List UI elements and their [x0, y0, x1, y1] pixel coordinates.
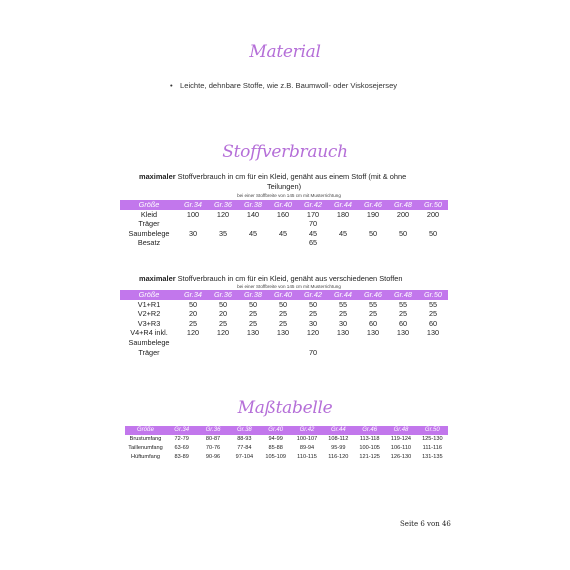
table-cell: [388, 348, 418, 358]
material-list-item: [170, 81, 397, 90]
table-cell: 120: [216, 328, 230, 338]
table1-intro: [139, 172, 449, 192]
table-cell: 88-93: [237, 436, 252, 442]
table-cell: 121-125: [359, 454, 380, 460]
table-cell: [358, 338, 388, 348]
table-cell: 200: [426, 209, 440, 219]
table-cell: 120: [186, 328, 200, 338]
table-header-row: [125, 426, 448, 435]
table1-intro-line2: Teilungen): [266, 182, 302, 191]
material-heading: Material: [249, 42, 321, 62]
table-cell: 35: [218, 228, 228, 238]
table-cell: 55: [398, 299, 408, 309]
table-cell: 45: [278, 228, 288, 238]
table-cell: 190: [366, 209, 380, 219]
table-cell: 25: [368, 309, 378, 319]
table-cell: 108-112: [328, 436, 349, 442]
table-cell: 77-84: [237, 445, 252, 451]
table-cell: [238, 338, 268, 348]
header-cell-gr50: Gr.50: [417, 426, 448, 435]
table-cell: 55: [368, 299, 378, 309]
table-row: [120, 219, 448, 229]
table-cell: 25: [398, 309, 408, 319]
header-cell-gr42: Gr.42: [291, 426, 322, 435]
row-label: Besatz: [137, 238, 161, 248]
fabric-table-single: [120, 200, 448, 248]
header-cell-gr36: Gr.36: [197, 426, 228, 435]
row-label: V1+R1: [137, 299, 161, 309]
header-cell-size: Größe: [125, 426, 166, 435]
table-cell: 130: [366, 328, 380, 338]
table-cell: [208, 338, 238, 348]
table-header-row: [120, 200, 448, 210]
header-cell-gr38: Gr.38: [238, 290, 268, 300]
page-number: Seite 6 von 46: [400, 520, 451, 528]
table-cell: 72-79: [174, 436, 189, 442]
table-cell: 110-115: [297, 454, 317, 460]
table-cell: [418, 219, 448, 229]
header-cell-gr40: Gr.40: [268, 200, 298, 210]
table-cell: 20: [218, 309, 228, 319]
table-cell: 50: [428, 228, 438, 238]
table-cell: 131-135: [422, 454, 443, 460]
table-row: [125, 453, 448, 462]
table-cell: [238, 219, 268, 229]
table-cell: [208, 219, 238, 229]
table-cell: [388, 219, 418, 229]
table-cell: 95-99: [331, 445, 346, 451]
table-cell: 120: [216, 209, 230, 219]
measurement-table: [125, 426, 448, 462]
bullet-icon: •: [170, 81, 173, 90]
table-cell: 180: [336, 209, 350, 219]
table-cell: [388, 338, 418, 348]
table-cell: [238, 238, 268, 248]
header-cell-gr44: Gr.44: [328, 200, 358, 210]
header-cell-gr34: Gr.34: [166, 426, 197, 435]
row-label: Träger: [138, 219, 160, 229]
header-cell-gr42: Gr.42: [298, 290, 328, 300]
header-cell-gr38: Gr.38: [238, 200, 268, 210]
table2-intro: [139, 274, 459, 284]
table-cell: 111-116: [422, 445, 442, 451]
table-row: [125, 444, 448, 453]
table-cell: 116-120: [328, 454, 349, 460]
table-cell: 25: [278, 318, 288, 328]
table-cell: [178, 238, 208, 248]
table-cell: 50: [248, 299, 258, 309]
table-cell: 55: [428, 299, 438, 309]
table-row: [120, 210, 448, 220]
table1-intro-bold: maximaler: [139, 172, 176, 181]
row-label: Taillenumfang: [128, 445, 163, 451]
header-cell-gr40: Gr.40: [260, 426, 291, 435]
header-cell-gr50: Gr.50: [418, 200, 448, 210]
table-cell: 130: [276, 328, 290, 338]
table-cell: 100-105: [359, 445, 380, 451]
table-row: [125, 435, 448, 444]
table-cell: 100: [186, 209, 200, 219]
table-cell: 83-89: [174, 454, 189, 460]
table-cell: [418, 338, 448, 348]
table-cell: [358, 238, 388, 248]
table-cell: [328, 338, 358, 348]
header-cell-gr36: Gr.36: [208, 290, 238, 300]
table-cell: 70-76: [205, 445, 221, 451]
row-label: Brustumfang: [129, 436, 162, 442]
table-cell: 94-99: [268, 436, 283, 442]
header-cell-gr46: Gr.46: [358, 290, 388, 300]
table-cell: 25: [428, 309, 438, 319]
table-row: [120, 328, 448, 338]
table-row: [120, 229, 448, 239]
table-cell: 45: [248, 228, 258, 238]
table-cell: 25: [308, 309, 318, 319]
material-item-text: Leichte, dehnbare Stoffe, wie z.B. Baumwoll- oder Viskosejersey: [180, 81, 398, 90]
table-cell: [418, 348, 448, 358]
table-cell: 105-109: [265, 454, 286, 460]
header-cell-gr44: Gr.44: [328, 290, 358, 300]
header-cell-gr34: Gr.34: [178, 200, 208, 210]
table-row: [120, 338, 448, 348]
table-cell: 63-69: [174, 445, 189, 451]
table-row: [120, 319, 448, 329]
table-cell: 130: [246, 328, 260, 338]
row-label: Hüftumfang: [131, 454, 160, 460]
table-cell: [268, 348, 298, 358]
row-label: V4+R4 inkl.: [130, 328, 168, 338]
table-cell: 70: [308, 347, 318, 357]
header-cell-gr46: Gr.46: [358, 200, 388, 210]
fabric-table-multi: [120, 290, 448, 357]
table-cell: 97-104: [235, 454, 254, 460]
table-cell: 89-94: [299, 445, 315, 451]
table-cell: [208, 348, 238, 358]
header-cell-gr36: Gr.36: [208, 200, 238, 210]
table-row: [120, 300, 448, 310]
stoffverbrauch-heading: Stoffverbrauch: [222, 142, 348, 162]
table2-note: bei einer Stoffbreite von 145 cm mit Musterrichtung: [237, 284, 341, 289]
table-header-row: [120, 290, 448, 300]
table-cell: [178, 219, 208, 229]
table-cell: 45: [338, 228, 348, 238]
table-cell: [358, 348, 388, 358]
table-cell: [298, 338, 328, 348]
table-cell: 25: [248, 309, 258, 319]
table-cell: 125-130: [422, 436, 443, 442]
header-cell-size: Größe: [120, 200, 178, 210]
table-cell: 85-88: [268, 445, 283, 451]
table-row: [120, 238, 448, 248]
table-cell: [328, 348, 358, 358]
table-cell: 170: [306, 209, 320, 219]
table-cell: 30: [338, 318, 348, 328]
table-cell: 25: [278, 309, 288, 319]
table-cell: 25: [338, 309, 348, 319]
table-cell: 130: [426, 328, 440, 338]
table-cell: 20: [188, 309, 198, 319]
table-cell: 100-107: [296, 436, 318, 442]
table-cell: 65: [308, 238, 318, 248]
header-cell-gr42: Gr.42: [298, 200, 328, 210]
table2-intro-bold: maximaler: [139, 274, 176, 283]
table-cell: 25: [248, 318, 258, 328]
table-cell: 50: [368, 228, 378, 238]
table-cell: 45: [308, 228, 318, 238]
row-label: V3+R3: [137, 318, 161, 328]
table-cell: 120: [306, 328, 320, 338]
table-cell: [358, 219, 388, 229]
table-cell: [268, 338, 298, 348]
table-row: [120, 348, 448, 358]
header-cell-gr40: Gr.40: [268, 290, 298, 300]
row-label: Kleid: [140, 209, 158, 219]
table-cell: 200: [396, 209, 410, 219]
masstabelle-heading: Maßtabelle: [237, 398, 333, 418]
table-cell: 160: [276, 209, 290, 219]
table-cell: 106-110: [390, 445, 412, 451]
row-label: Saumbelege: [128, 228, 170, 238]
header-cell-gr34: Gr.34: [178, 290, 208, 300]
table1-intro-rest: Stoffverbrauch in cm für ein Kleid, genäht aus einem Stoff (mit & ohne: [175, 172, 407, 181]
table-cell: 80-87: [205, 436, 221, 442]
table-cell: [178, 348, 208, 358]
table-cell: 25: [188, 318, 198, 328]
table-cell: [328, 238, 358, 248]
table-cell: [268, 238, 298, 248]
header-cell-size: Größe: [120, 290, 178, 300]
header-cell-gr46: Gr.46: [354, 426, 385, 435]
row-label: Träger: [138, 347, 160, 357]
header-cell-gr44: Gr.44: [323, 426, 354, 435]
table-cell: 90-96: [205, 454, 221, 460]
table-cell: [208, 238, 238, 248]
table-cell: 126-130: [390, 454, 412, 460]
table-cell: 50: [188, 299, 198, 309]
header-cell-gr48: Gr.48: [385, 426, 416, 435]
table-cell: 60: [428, 318, 438, 328]
row-label: Saumbelege: [128, 337, 170, 347]
table-cell: 50: [218, 299, 228, 309]
table-cell: 60: [398, 318, 408, 328]
table-cell: 70: [308, 219, 318, 229]
row-label: V2+R2: [137, 309, 161, 319]
table-cell: 50: [398, 228, 408, 238]
table-cell: 30: [188, 228, 198, 238]
table-cell: [238, 348, 268, 358]
table-cell: [328, 219, 358, 229]
table-cell: 30: [308, 318, 318, 328]
table-cell: 50: [308, 299, 318, 309]
table-cell: 130: [336, 328, 350, 338]
table-cell: [388, 238, 418, 248]
table-cell: 140: [246, 209, 260, 219]
table2-intro-rest: Stoffverbrauch in cm für ein Kleid, genäht aus verschiedenen Stoffen: [175, 274, 403, 283]
table-row: [120, 309, 448, 319]
table-cell: 113-118: [359, 436, 380, 442]
table-cell: 55: [338, 299, 348, 309]
header-cell-gr48: Gr.48: [388, 290, 418, 300]
table-cell: 60: [368, 318, 378, 328]
header-cell-gr48: Gr.48: [388, 200, 418, 210]
header-cell-gr50: Gr.50: [418, 290, 448, 300]
table1-note: bei einer Stoffbreite von 145 cm mit Musterrichtung: [237, 193, 341, 198]
table-cell: 25: [218, 318, 228, 328]
table-cell: 130: [396, 328, 410, 338]
table-cell: 50: [278, 299, 288, 309]
table-cell: [178, 338, 208, 348]
table-cell: [418, 238, 448, 248]
table-cell: 119-124: [390, 436, 412, 442]
header-cell-gr38: Gr.38: [229, 426, 260, 435]
table-cell: [268, 219, 298, 229]
